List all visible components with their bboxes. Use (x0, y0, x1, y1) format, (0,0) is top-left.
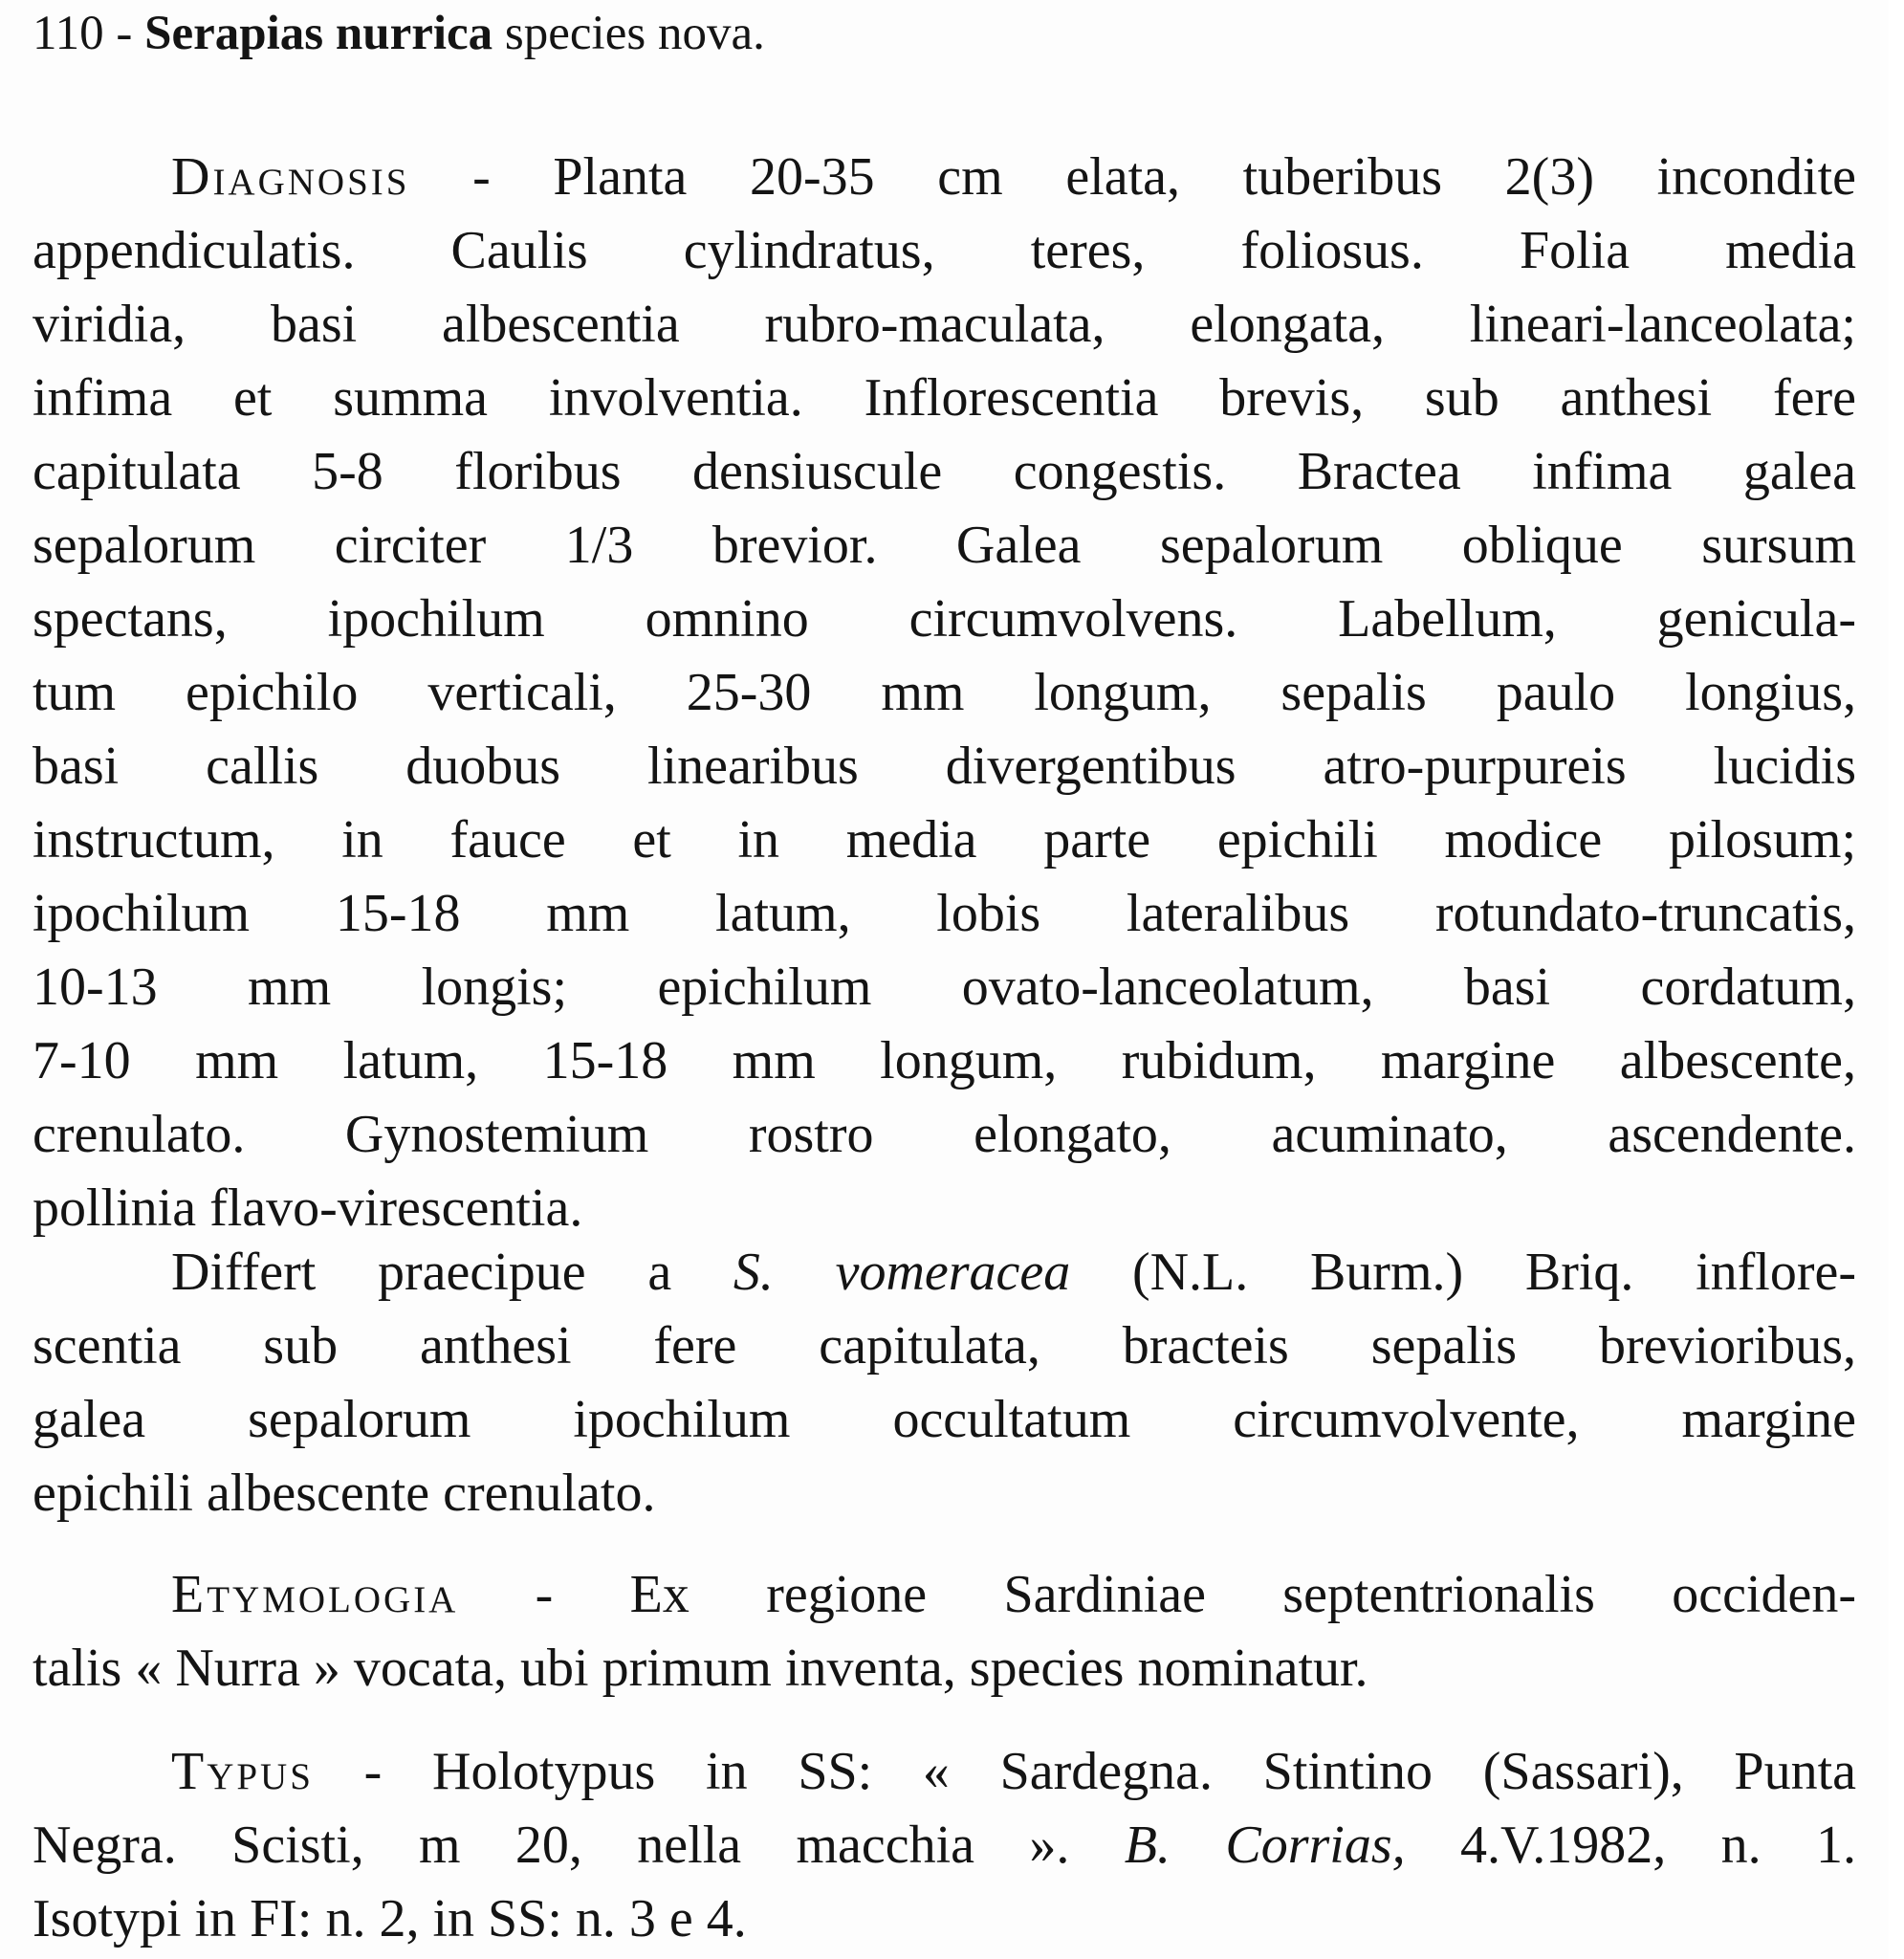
differt-paragraph (33, 1236, 1856, 1530)
text-line: basi callis duobus linearibus divergentibus atro-purpureis lucidis (33, 737, 1856, 796)
text-line: talis « Nurra » vocata, ubi primum inventa, species nominatur. (33, 1639, 1368, 1698)
text-line: instructum, in fauce et in media parte epichili modice pilosum; (33, 810, 1856, 869)
heading-number: 110 (33, 7, 104, 60)
heading-dash: - (116, 7, 133, 60)
text-line: scentia sub anthesi fere capitulata, bracteis sepalis brevioribus, (33, 1316, 1856, 1376)
text-line: Negra. Scisti, m 20, nella macchia ». B. Corrias, 4.V.1982, n. 1. (33, 1816, 1856, 1875)
text-line: crenulato. Gynostemium rostro elongato, acuminato, ascendente. (33, 1105, 1856, 1164)
text-line: appendiculatis. Caulis cylindratus, teres, foliosus. Folia media (33, 221, 1856, 280)
text-line: Etymologia - Ex regione Sardiniae septentrionalis occiden- (171, 1565, 1856, 1624)
collector-name: B. Corrias, (1124, 1816, 1406, 1875)
text-line: infima et summa involventia. Inflorescentia brevis, sub anthesi fere (33, 368, 1856, 428)
diagnosis-paragraph (33, 141, 1856, 1245)
heading-species-name: Serapias nurrica (144, 7, 493, 60)
heading-species-nova: species nova. (504, 7, 765, 60)
text-line: viridia, basi albescentia rubro-maculata, elongata, lineari-lanceolata; (33, 295, 1856, 354)
text-line: 7-10 mm latum, 15-18 mm longum, rubidum, margine albescente, (33, 1031, 1856, 1090)
text-line: pollinia flavo-virescentia. (33, 1178, 583, 1238)
diagnosis-label: Diagnosis (171, 147, 410, 207)
text-line: spectans, ipochilum omnino circumvolvens. Labellum, genicula- (33, 589, 1856, 649)
text-line: tum epichilo verticali, 25-30 mm longum, sepalis paulo longius, (33, 663, 1856, 722)
text-line: 10-13 mm longis; epichilum ovato-lanceolatum, basi cordatum, (33, 957, 1856, 1017)
typus-paragraph (33, 1735, 1856, 1956)
text-line: ipochilum 15-18 mm latum, lobis lateralibus rotundato-truncatis, (33, 884, 1856, 943)
species-comparison-name: S. vomeracea (733, 1243, 1071, 1302)
typus-label: Typus (171, 1742, 314, 1801)
etymologia-paragraph (33, 1558, 1856, 1706)
species-heading (33, 0, 765, 68)
text-line: Differt praecipue a S. vomeracea (N.L. Burm.) Briq. inflore- (171, 1243, 1857, 1302)
text-line: epichili albescente crenulato. (33, 1464, 656, 1523)
etymologia-label: Etymologia (171, 1565, 459, 1624)
text-line: Typus - Holotypus in SS: « Sardegna. Stintino (Sassari), Punta (171, 1742, 1856, 1801)
text-line: sepalorum circiter 1/3 brevior. Galea sepalorum oblique sursum (33, 516, 1856, 575)
text-line: galea sepalorum ipochilum occultatum circumvolvente, margine (33, 1390, 1856, 1449)
text-line: Isotypi in FI: n. 2, in SS: n. 3 e 4. (33, 1889, 747, 1948)
text-line: capitulata 5-8 floribus densiuscule congestis. Bractea infima galea (33, 442, 1856, 501)
text-line: Diagnosis - Planta 20-35 cm elata, tuberibus 2(3) incondite (171, 147, 1856, 207)
